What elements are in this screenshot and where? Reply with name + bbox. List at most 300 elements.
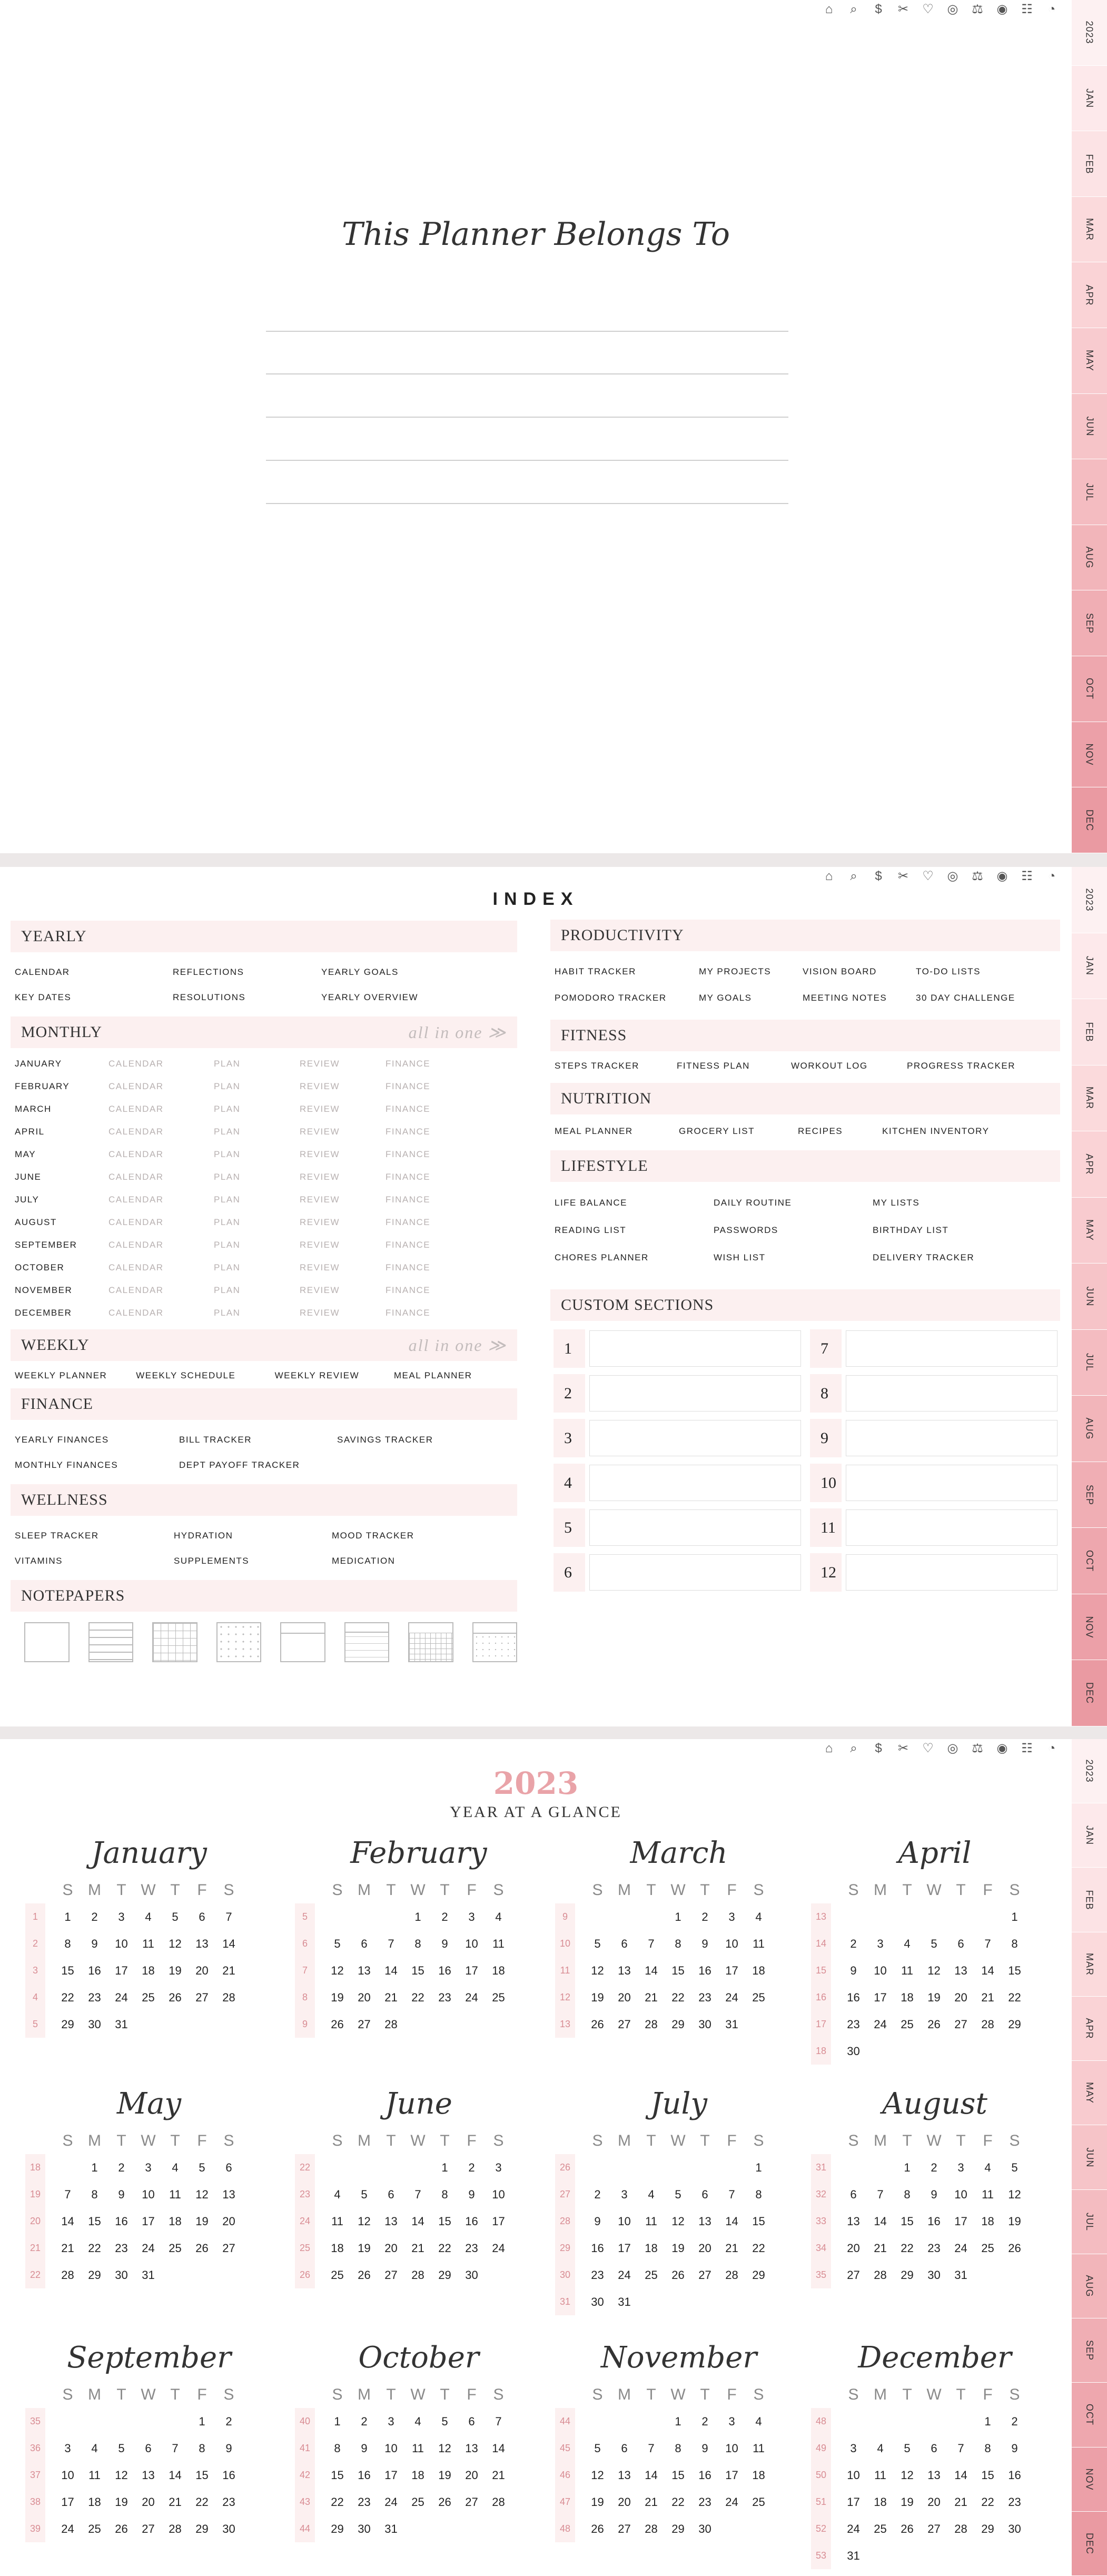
day-cell[interactable]: 17 [115,1963,128,1977]
month-march[interactable] [555,1830,803,2038]
day-cell[interactable]: 30 [358,2522,371,2535]
custom-section-field[interactable] [846,1465,1057,1501]
day-cell[interactable]: 31 [618,2295,631,2308]
section-header-finance[interactable] [11,1388,517,1420]
day-cell[interactable]: 25 [142,1990,155,2004]
day-cell[interactable]: 29 [195,2522,209,2535]
tab-may[interactable] [1072,1198,1107,1264]
day-cell[interactable]: 8 [91,2187,98,2201]
month-name[interactable]: May [116,2087,182,2121]
tab-sep[interactable] [1072,2318,1107,2383]
day-cell[interactable]: 19 [438,2468,451,2482]
day-cell[interactable]: 13 [927,2468,941,2482]
month-sub-link[interactable]: CALENDAR [108,1262,164,1272]
month-september[interactable] [25,2334,273,2542]
day-cell[interactable]: 15 [411,1963,424,1977]
day-cell[interactable]: 3 [145,2160,152,2174]
month-link[interactable]: JUNE [15,1171,42,1182]
day-cell[interactable]: 27 [698,2268,711,2282]
index-link[interactable]: MEETING NOTES [803,993,887,1003]
tab-2023[interactable] [1072,0,1107,66]
month-sub-link[interactable]: FINANCE [386,1194,431,1205]
day-cell[interactable]: 14 [981,1963,994,1977]
day-cell[interactable]: 7 [957,2441,964,2455]
custom-section-box[interactable] [554,1553,801,1592]
day-cell[interactable]: 30 [847,2044,860,2058]
day-cell[interactable]: 13 [618,1963,631,1977]
day-cell[interactable]: 26 [115,2522,128,2535]
day-cell[interactable]: 27 [954,2017,967,2031]
day-cell[interactable]: 1 [414,1910,421,1923]
month-sub-link[interactable]: PLAN [214,1262,241,1272]
month-sub-link[interactable]: REVIEW [300,1285,340,1295]
index-link[interactable]: HABIT TRACKER [555,966,636,976]
month-sub-link[interactable]: REVIEW [300,1058,340,1069]
day-cell[interactable]: 25 [492,1990,505,2004]
day-cell[interactable]: 4 [91,2441,98,2455]
section-header-yearly[interactable] [11,921,517,952]
day-cell[interactable]: 10 [492,2187,505,2201]
day-cell[interactable]: 23 [591,2268,604,2282]
month-sub-link[interactable]: FINANCE [386,1126,431,1137]
index-link[interactable]: MONTHLY FINANCES [15,1460,118,1470]
month-sub-link[interactable]: PLAN [214,1126,241,1137]
day-cell[interactable]: 21 [645,2495,658,2509]
day-cell[interactable]: 2 [931,2160,937,2174]
index-link[interactable]: CHORES PLANNER [555,1252,649,1262]
notepaper-cornell[interactable] [280,1622,325,1662]
month-july[interactable] [555,2080,803,2315]
day-cell[interactable]: 9 [701,1937,708,1950]
day-cell[interactable]: 20 [618,2495,631,2509]
month-link[interactable]: DECEMBER [15,1307,72,1318]
month-sub-link[interactable]: CALENDAR [108,1239,164,1250]
index-link[interactable]: RECIPES [798,1126,843,1136]
day-cell[interactable]: 10 [725,2441,738,2455]
day-cell[interactable]: 3 [728,1910,735,1923]
index-link[interactable]: SLEEP TRACKER [15,1531,99,1541]
day-cell[interactable]: 22 [671,2495,685,2509]
day-cell[interactable]: 27 [618,2017,631,2031]
day-cell[interactable]: 9 [361,2441,368,2455]
day-cell[interactable]: 3 [728,2414,735,2428]
day-cell[interactable]: 14 [725,2214,738,2228]
custom-section-box[interactable] [554,1508,801,1547]
day-cell[interactable]: 7 [728,2187,735,2201]
month-october[interactable] [295,2334,542,2542]
day-cell[interactable]: 2 [594,2187,601,2201]
day-cell[interactable]: 8 [984,2441,991,2455]
day-cell[interactable]: 29 [981,2522,994,2535]
custom-section-box[interactable] [554,1329,801,1368]
custom-section-box[interactable] [810,1553,1057,1592]
day-cell[interactable]: 14 [954,2468,967,2482]
day-cell[interactable]: 12 [195,2187,209,2201]
day-cell[interactable]: 26 [169,1990,182,2004]
day-cell[interactable]: 29 [61,2017,74,2031]
month-sub-link[interactable]: PLAN [214,1217,241,1227]
day-cell[interactable]: 2 [850,1937,857,1950]
custom-section-field[interactable] [846,1554,1057,1591]
month-sub-link[interactable]: CALENDAR [108,1081,164,1091]
day-cell[interactable]: 5 [199,2160,205,2174]
month-sub-link[interactable]: REVIEW [300,1126,340,1137]
month-sub-link[interactable]: FINANCE [386,1149,431,1159]
month-january[interactable] [25,1830,273,2038]
month-name[interactable]: September [67,2341,231,2375]
day-cell[interactable]: 6 [199,1910,205,1923]
month-name[interactable]: March [630,1836,728,1870]
section-header-lifestyle[interactable] [550,1150,1060,1182]
index-link[interactable]: MY PROJECTS [699,966,772,976]
custom-section-field[interactable] [846,1375,1057,1412]
day-cell[interactable]: 24 [61,2522,74,2535]
month-sub-link[interactable]: FINANCE [386,1081,431,1091]
day-cell[interactable]: 17 [954,2214,967,2228]
day-cell[interactable]: 2 [225,2414,232,2428]
index-link[interactable]: BILL TRACKER [179,1435,252,1445]
day-cell[interactable]: 31 [384,2522,398,2535]
month-december[interactable] [811,2334,1059,2569]
tab-oct[interactable] [1072,2383,1107,2447]
day-cell[interactable]: 21 [954,2495,967,2509]
day-cell[interactable]: 5 [334,1937,341,1950]
day-cell[interactable]: 27 [618,2522,631,2535]
day-cell[interactable]: 24 [725,2495,738,2509]
day-cell[interactable]: 12 [901,2468,914,2482]
day-cell[interactable]: 10 [115,1937,128,1950]
day-cell[interactable]: 16 [591,2241,604,2255]
day-cell[interactable]: 16 [1008,2468,1021,2482]
basketball-icon[interactable]: ◎ [947,2,958,16]
day-cell[interactable]: 30 [927,2268,941,2282]
day-cell[interactable]: 23 [698,1990,711,2004]
day-cell[interactable]: 19 [358,2241,371,2255]
custom-section-box[interactable] [810,1374,1057,1413]
day-cell[interactable]: 30 [698,2017,711,2031]
day-cell[interactable]: 2 [441,1910,448,1923]
month-sub-link[interactable]: PLAN [214,1058,241,1069]
day-cell[interactable]: 26 [591,2522,604,2535]
day-cell[interactable]: 20 [847,2241,860,2255]
day-cell[interactable]: 13 [954,1963,967,1977]
notepaper-blank[interactable] [24,1622,70,1662]
day-cell[interactable]: 24 [142,2241,155,2255]
day-cell[interactable]: 23 [438,1990,451,2004]
day-cell[interactable]: 9 [594,2214,601,2228]
day-cell[interactable]: 21 [222,1963,235,1977]
day-cell[interactable]: 23 [358,2495,371,2509]
index-link[interactable]: MOOD TRACKER [332,1531,414,1541]
tab-may[interactable] [1072,328,1107,394]
day-cell[interactable]: 26 [1008,2241,1021,2255]
day-cell[interactable]: 18 [981,2214,994,2228]
day-cell[interactable]: 11 [982,2187,994,2201]
custom-section-box[interactable] [554,1464,801,1502]
index-link[interactable]: GROCERY LIST [679,1126,755,1136]
day-cell[interactable]: 23 [88,1990,101,2004]
day-cell[interactable]: 12 [358,2214,371,2228]
day-cell[interactable]: 18 [411,2468,424,2482]
tab-aug[interactable] [1072,525,1107,591]
day-cell[interactable]: 8 [1011,1937,1018,1950]
day-cell[interactable]: 11 [901,1963,913,1977]
tab-jan[interactable] [1072,1803,1107,1868]
day-cell[interactable]: 2 [118,2160,125,2174]
clipboard-icon[interactable]: ☷ [1021,1741,1033,1755]
day-cell[interactable]: 5 [1011,2160,1018,2174]
target-icon[interactable]: ◉ [996,2,1008,16]
day-cell[interactable]: 23 [1008,2495,1021,2509]
day-cell[interactable]: 28 [169,2522,182,2535]
day-cell[interactable]: 12 [591,1963,604,1977]
day-cell[interactable]: 28 [222,1990,235,2004]
month-november[interactable] [555,2334,803,2542]
day-cell[interactable]: 8 [334,2441,341,2455]
day-cell[interactable]: 20 [465,2468,478,2482]
month-sub-link[interactable]: CALENDAR [108,1171,164,1182]
day-cell[interactable]: 13 [142,2468,155,2482]
day-cell[interactable]: 6 [145,2441,152,2455]
day-cell[interactable]: 2 [361,2414,368,2428]
home-icon[interactable]: ⌂ [825,2,833,16]
index-link[interactable]: PROGRESS TRACKER [907,1061,1016,1071]
tab-sep[interactable] [1072,1462,1107,1528]
section-header-notepapers[interactable] [11,1580,517,1612]
day-cell[interactable]: 11 [331,2214,343,2228]
index-link[interactable]: BIRTHDAY LIST [873,1225,949,1235]
day-cell[interactable]: 15 [438,2214,451,2228]
day-cell[interactable]: 22 [195,2495,209,2509]
day-cell[interactable]: 5 [594,1937,601,1950]
tab-jul[interactable] [1072,459,1107,525]
day-cell[interactable]: 5 [361,2187,368,2201]
day-cell[interactable]: 29 [671,2017,685,2031]
index-link[interactable]: FITNESS PLAN [677,1061,750,1071]
day-cell[interactable]: 28 [411,2268,424,2282]
day-cell[interactable]: 22 [88,2241,101,2255]
index-link[interactable]: REFLECTIONS [173,967,244,977]
day-cell[interactable]: 8 [441,2187,448,2201]
day-cell[interactable]: 19 [591,1990,604,2004]
index-link[interactable]: WEEKLY PLANNER [15,1370,107,1380]
day-cell[interactable]: 9 [225,2441,232,2455]
day-cell[interactable]: 21 [874,2241,887,2255]
month-sub-link[interactable]: PLAN [214,1285,241,1295]
day-cell[interactable]: 17 [618,2241,631,2255]
day-cell[interactable]: 7 [495,2414,502,2428]
day-cell[interactable]: 9 [91,1937,98,1950]
day-cell[interactable]: 9 [1011,2441,1018,2455]
day-cell[interactable]: 30 [115,2268,128,2282]
month-name[interactable]: April [898,1836,972,1870]
month-link[interactable]: APRIL [15,1126,45,1137]
day-cell[interactable]: 15 [752,2214,765,2228]
day-cell[interactable]: 19 [1008,2214,1021,2228]
day-cell[interactable]: 14 [874,2214,887,2228]
month-sub-link[interactable]: REVIEW [300,1081,340,1091]
heart-pulse-icon[interactable]: ♡ [922,869,934,883]
day-cell[interactable]: 22 [752,2241,765,2255]
index-link[interactable]: KITCHEN INVENTORY [882,1126,990,1136]
month-sub-link[interactable]: FINANCE [386,1307,431,1318]
day-cell[interactable]: 25 [752,2495,765,2509]
day-cell[interactable]: 9 [468,2187,475,2201]
section-header-wellness[interactable] [11,1484,517,1516]
custom-section-field[interactable] [846,1420,1057,1456]
day-cell[interactable]: 7 [984,1937,991,1950]
day-cell[interactable]: 24 [725,1990,738,2004]
day-cell[interactable]: 17 [465,1963,478,1977]
day-cell[interactable]: 1 [91,2160,98,2174]
day-cell[interactable]: 16 [88,1963,101,1977]
index-link[interactable]: CALENDAR [15,967,70,977]
day-cell[interactable]: 25 [411,2495,424,2509]
day-cell[interactable]: 3 [957,2160,964,2174]
day-cell[interactable]: 19 [927,1990,941,2004]
index-link[interactable]: POMODORO TRACKER [555,993,667,1003]
tab-2023[interactable] [1072,867,1107,933]
tab-jun[interactable] [1072,394,1107,460]
day-cell[interactable]: 28 [954,2522,967,2535]
custom-section-field[interactable] [846,1330,1057,1367]
day-cell[interactable]: 1 [441,2160,448,2174]
tab-feb[interactable] [1072,1868,1107,1932]
pie-chart-icon[interactable]: ◔ [1047,2,1056,16]
day-cell[interactable]: 20 [954,1990,967,2004]
day-cell[interactable]: 20 [927,2495,941,2509]
custom-section-box[interactable] [554,1374,801,1413]
day-cell[interactable]: 3 [388,2414,394,2428]
day-cell[interactable]: 31 [142,2268,155,2282]
day-cell[interactable]: 11 [88,2468,101,2482]
day-cell[interactable]: 23 [465,2241,478,2255]
tab-mar[interactable] [1072,1932,1107,1997]
month-name[interactable]: June [385,2087,452,2121]
day-cell[interactable]: 1 [1011,1910,1018,1923]
day-cell[interactable]: 21 [169,2495,182,2509]
day-cell[interactable]: 25 [874,2522,887,2535]
day-cell[interactable]: 17 [492,2214,505,2228]
index-link[interactable]: WEEKLY SCHEDULE [136,1370,236,1380]
day-cell[interactable]: 12 [169,1937,182,1950]
day-cell[interactable]: 16 [465,2214,478,2228]
day-cell[interactable]: 1 [984,2414,991,2428]
day-cell[interactable]: 17 [61,2495,74,2509]
name-line[interactable] [266,503,788,504]
index-link[interactable]: 30 DAY CHALLENGE [916,993,1015,1003]
dumbbell-icon[interactable]: ⚖ [972,869,983,883]
day-cell[interactable]: 30 [222,2522,235,2535]
day-cell[interactable]: 4 [334,2187,341,2201]
day-cell[interactable]: 19 [591,2495,604,2509]
index-link[interactable]: MY LISTS [873,1198,920,1208]
day-cell[interactable]: 6 [957,1937,964,1950]
day-cell[interactable]: 22 [671,1990,685,2004]
day-cell[interactable]: 22 [61,1990,74,2004]
day-cell[interactable]: 25 [645,2268,658,2282]
day-cell[interactable]: 7 [648,2441,655,2455]
day-cell[interactable]: 29 [671,2522,685,2535]
name-line[interactable] [266,331,788,332]
day-cell[interactable]: 16 [847,1990,860,2004]
month-name[interactable]: December [858,2341,1012,2375]
day-cell[interactable]: 20 [698,2241,711,2255]
day-cell[interactable]: 12 [115,2468,128,2482]
month-sub-link[interactable]: PLAN [214,1171,241,1182]
month-may[interactable] [25,2080,273,2288]
basketball-icon[interactable]: ◎ [947,1741,958,1755]
day-cell[interactable]: 4 [904,1937,911,1950]
index-link[interactable]: PASSWORDS [714,1225,778,1235]
day-cell[interactable]: 18 [331,2241,344,2255]
day-cell[interactable]: 28 [645,2522,658,2535]
clipboard-icon[interactable]: ☷ [1021,869,1033,883]
month-name[interactable]: February [350,1836,487,1870]
day-cell[interactable]: 25 [331,2268,344,2282]
day-cell[interactable]: 25 [981,2241,994,2255]
section-header-fitness[interactable] [550,1020,1060,1051]
day-cell[interactable]: 20 [358,1990,371,2004]
day-cell[interactable]: 30 [88,2017,101,2031]
day-cell[interactable]: 7 [64,2187,71,2201]
day-cell[interactable]: 2 [701,2414,708,2428]
day-cell[interactable]: 2 [91,1910,98,1923]
day-cell[interactable]: 23 [847,2017,860,2031]
day-cell[interactable]: 21 [725,2241,738,2255]
day-cell[interactable]: 1 [675,1910,681,1923]
day-cell[interactable]: 21 [981,1990,994,2004]
day-cell[interactable]: 10 [384,2441,398,2455]
day-cell[interactable]: 21 [492,2468,505,2482]
index-link[interactable]: WEEKLY REVIEW [274,1370,360,1380]
month-april[interactable] [811,1830,1059,2065]
day-cell[interactable]: 14 [169,2468,182,2482]
day-cell[interactable]: 13 [195,1937,209,1950]
custom-section-box[interactable] [810,1329,1057,1368]
month-february[interactable] [295,1830,542,2038]
day-cell[interactable]: 28 [645,2017,658,2031]
section-header-weekly[interactable] [11,1329,517,1361]
day-cell[interactable]: 6 [850,2187,857,2201]
day-cell[interactable]: 1 [64,1910,71,1923]
day-cell[interactable]: 1 [199,2414,205,2428]
index-link[interactable]: HYDRATION [174,1531,233,1541]
month-sub-link[interactable]: CALENDAR [108,1103,164,1114]
index-link[interactable]: WISH LIST [714,1252,766,1262]
custom-section-field[interactable] [589,1465,801,1501]
day-cell[interactable]: 8 [199,2441,205,2455]
index-link[interactable]: YEARLY GOALS [321,967,399,977]
day-cell[interactable]: 21 [411,2241,424,2255]
day-cell[interactable]: 14 [222,1937,235,1950]
month-august[interactable] [811,2080,1059,2288]
day-cell[interactable]: 9 [118,2187,125,2201]
day-cell[interactable]: 3 [118,1910,125,1923]
day-cell[interactable]: 11 [492,1937,505,1950]
day-cell[interactable]: 13 [222,2187,235,2201]
dollar-icon[interactable]: $ [875,869,882,883]
all-in-one-link[interactable]: all in one ≫ [408,1023,507,1042]
day-cell[interactable]: 10 [874,1963,887,1977]
search-icon[interactable]: ⌕ [850,2,857,16]
day-cell[interactable]: 31 [954,2268,967,2282]
day-cell[interactable]: 22 [438,2241,451,2255]
day-cell[interactable]: 18 [142,1963,155,1977]
custom-section-field[interactable] [589,1330,801,1367]
month-sub-link[interactable]: CALENDAR [108,1058,164,1069]
day-cell[interactable]: 15 [671,1963,685,1977]
